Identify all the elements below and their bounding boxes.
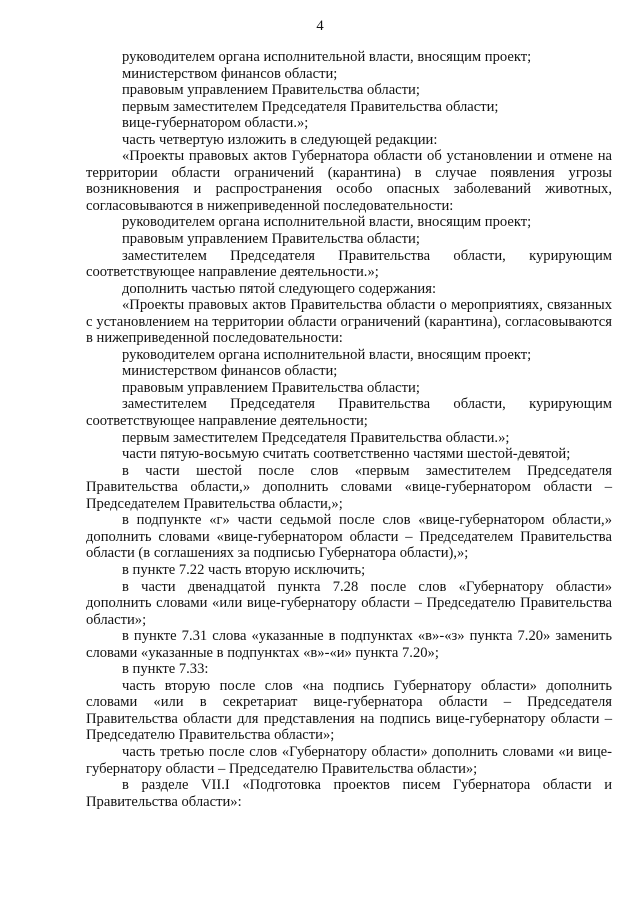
paragraph: правовым управлением Правительства области;: [122, 231, 420, 248]
paragraph: в пункте 7.33:: [122, 661, 209, 678]
paragraph: дополнить частью пятой следующего содержания:: [122, 280, 437, 297]
page-number: 4: [316, 18, 324, 34]
paragraph: правовым управлением Правительства области;: [122, 82, 420, 99]
paragraph: руководителем органа исполнительной власти, вносящим проект;: [122, 49, 532, 65]
paragraph: в части шестой после слов «первым заместителем Председателя Правительства области,» дополнить словами «вице-губернатором области – Председателем Правительства области,»;: [86, 462, 612, 512]
paragraph: в подпункте «г» части седьмой после слов «вице-губернатором области,» дополнить словами «вице-губернатором области – Председателем Правительства области (в соглашениях за подписью Губернатора области),»;: [86, 512, 612, 562]
paragraph: министерством финансов области;: [122, 363, 338, 380]
paragraph: часть вторую после слов «на подпись Губернатору области» дополнить словами «или в секретариат вице-губернатора области – Председателя Правительства области для представления на подпись вице-губернатору области – Председателю Правительства области»;: [86, 677, 612, 744]
paragraph: первым заместителем Председателя Правительства области;: [122, 98, 499, 115]
document-body: [86, 49, 612, 810]
paragraph: руководителем органа исполнительной власти, вносящим проект;: [122, 346, 532, 363]
paragraph: правовым управлением Правительства области;: [122, 379, 420, 396]
paragraph: часть третью после слов «Губернатору области» дополнить словами «и вице-губернатору области – Председателю Правительства области»;: [86, 743, 612, 777]
paragraph: в разделе VII.I «Подготовка проектов писем Губернатора области и Правительства области»:: [86, 777, 612, 810]
paragraph: в пункте 7.31 слова «указанные в подпунктах «в»-«з» пункта 7.20» заменить словами «указанные в подпунктах «в»-«и» пункта 7.20»;: [86, 628, 612, 661]
paragraph: заместителем Председателя Правительства области, курирующим соответствующее направление деятельности.»;: [86, 247, 612, 281]
paragraph: «Проекты правовых актов Губернатора области об установлении и отмене на территории области ограничений (карантина) в случае появления угрозы возникновения и распространения особо опасных заболеваний животных, согласовываются в нижеприведенной последовательности:: [86, 148, 612, 214]
paragraph: части пятую-восьмую считать соответственно частями шестой-девятой;: [122, 446, 571, 463]
paragraph: в части двенадцатой пункта 7.28 после слов «Губернатору области» дополнить словами «или вице-губернатору области – Председателю Правительства области»;: [86, 578, 612, 628]
paragraph: вице-губернатором области.»;: [122, 115, 309, 132]
paragraph: первым заместителем Председателя Правительства области.»;: [122, 429, 510, 446]
paragraph: заместителем Председателя Правительства области, курирующим соответствующее направление деятельности;: [86, 396, 612, 430]
paragraph: руководителем органа исполнительной власти, вносящим проект;: [122, 214, 532, 231]
paragraph: часть четвертую изложить в следующей редакции:: [122, 131, 438, 148]
paragraph: «Проекты правовых актов Правительства области о мероприятиях, связанных с установлением на территории области ограничений (карантина), согласовываются в нижеприведенной последовательности:: [86, 297, 612, 347]
paragraph: в пункте 7.22 часть вторую исключить;: [122, 561, 366, 578]
paragraph: министерством финансов области;: [122, 65, 338, 82]
